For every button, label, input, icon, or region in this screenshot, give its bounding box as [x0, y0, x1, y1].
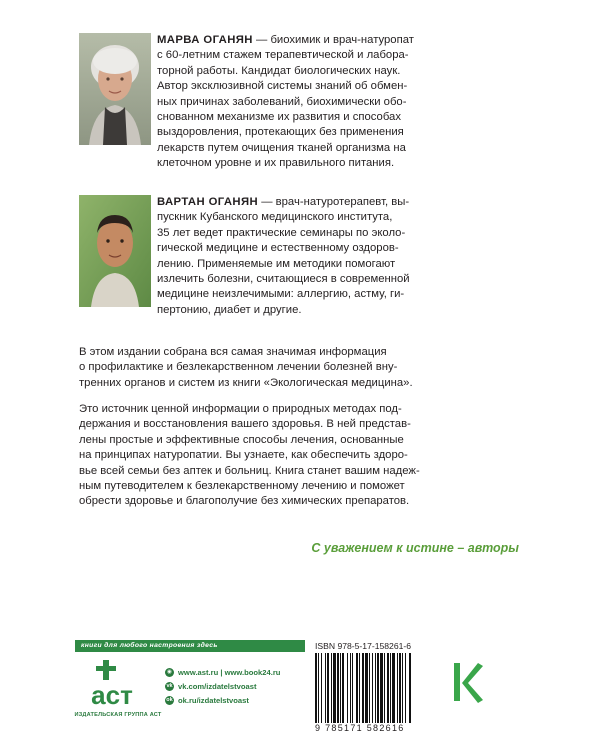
paragraph-line: В этом издании собрана вся самая значимая информация	[79, 346, 387, 358]
barcode-bar	[409, 653, 411, 723]
bio-line: — биохимик и врач-натуропат	[252, 34, 414, 46]
barcode-bar	[384, 653, 385, 723]
barcode-bar	[333, 653, 336, 723]
barcode-bar	[387, 653, 389, 723]
bio-line: лению. Применяемые им методики помогают	[157, 257, 396, 270]
link-text[interactable]: vk.com/izdatelstvoast	[178, 682, 257, 691]
link-text[interactable]: www.ast.ru | www.book24.ru	[178, 668, 281, 677]
ok-icon: ok	[166, 697, 173, 703]
vk-icon: vk	[166, 683, 173, 689]
barcode-bar	[350, 653, 351, 723]
author-block-marva	[79, 33, 519, 183]
barcode-bar	[397, 653, 398, 723]
bio-line: снованном механизме их развития и способах	[157, 111, 401, 124]
link-row-vk[interactable]	[165, 681, 280, 692]
bio-line: пертонию, диабет и другие.	[157, 303, 302, 316]
barcode-bar	[331, 653, 332, 723]
paragraph-line: Это источник ценной информации о природных методах под-	[79, 403, 402, 415]
barcode-bar	[372, 653, 373, 723]
barcode-digits: 9 785171 582616	[315, 723, 405, 733]
barcode-bar	[405, 653, 406, 723]
slogan-bar	[75, 640, 305, 652]
barcode-bar	[362, 653, 364, 723]
signature: С уважением к истине – авторы	[311, 541, 519, 555]
bio-line: лекарств путем очищения тканей организма на	[157, 141, 406, 154]
barcode-bar	[359, 653, 360, 723]
author-block-vartan	[79, 195, 519, 345]
bio-line: пускник Кубанского медицинского института,	[157, 211, 393, 224]
barcode-bar	[318, 653, 319, 723]
isbn: ISBN 978-5-17-158261-6	[315, 641, 412, 651]
bio-line: Автор эксклюзивной системы знаний об обмен-	[157, 80, 408, 93]
bio-line: выздоровления, протекающих без применения	[157, 126, 404, 139]
slogan-text: книги для любого настроения здесь	[81, 642, 218, 649]
author-bio-marva	[157, 33, 519, 172]
barcode-bar	[327, 653, 329, 723]
barcode	[315, 653, 439, 723]
barcode-bar	[321, 653, 322, 723]
bio-line: медицине неизлечимыми: аллергию, астму, ги-	[157, 288, 405, 301]
barcode-bar	[380, 653, 383, 723]
bio-line: клеточном уровне и их правильного питания.	[157, 157, 395, 170]
barcode-bar	[392, 653, 395, 723]
barcode-bar	[365, 653, 368, 723]
barcode-bar	[347, 653, 348, 723]
description-paragraph-1	[79, 345, 519, 391]
bio-line: ных причинах заболеваний, биохимически обо-	[157, 95, 407, 108]
bio-line: — врач-натуротерапевт, вы-	[258, 196, 410, 208]
paragraph-line: лены простые и эффективные способы лечения, основанные	[79, 433, 404, 446]
publisher-caption: ИЗДАТЕЛЬСКАЯ ГРУППА АСТ	[74, 712, 162, 718]
bio-line: с 60-летним стажем терапевтической и лабора-	[157, 49, 409, 62]
paragraph-line: о профилактике и безлекарственном лечении болезней вну-	[79, 361, 398, 374]
author-name: МАРВА ОГАНЯН	[157, 34, 253, 46]
barcode-bar	[325, 653, 326, 723]
paragraph-line: на принципах натуропатии. Вы узнаете, как обеспечить здоро-	[79, 449, 408, 462]
barcode-bar	[377, 653, 379, 723]
author-bio-vartan	[157, 195, 519, 318]
barcode-bar	[356, 653, 358, 723]
description-paragraph-2	[79, 402, 519, 510]
author-photo-vartan	[79, 195, 151, 307]
barcode-bar	[375, 653, 376, 723]
logo-cross-horizontal	[96, 666, 116, 671]
barcode-bar	[402, 653, 403, 723]
k-publisher-logo	[452, 661, 484, 703]
paragraph-line: вье всей семьи без аптек и больниц. Книга станет вашим надеж-	[79, 464, 420, 477]
barcode-bar	[369, 653, 370, 723]
bio-line: излечить болезни, считающиеся в современной	[157, 273, 410, 286]
link-text[interactable]: ok.ru/izdatelstvoast	[178, 696, 249, 705]
bio-line: 35 лет ведет практические семинары по эколо-	[157, 226, 406, 239]
bio-line: торной работы. Кандидат биологических наук.	[157, 64, 401, 77]
barcode-bar	[352, 653, 353, 723]
logo-text: аст	[91, 680, 133, 710]
barcode-bar	[390, 653, 391, 723]
paragraph-line: обрести здоровье и благополучие без химических препаратов.	[79, 495, 410, 508]
barcode-bar	[399, 653, 401, 723]
link-row-web[interactable]	[165, 667, 280, 678]
link-row-ok[interactable]	[165, 695, 280, 706]
globe-icon: ◉	[165, 668, 174, 677]
paragraph-line: ным путеводителем к безлекарственному лечению и поможет	[79, 480, 405, 493]
barcode-bar	[342, 653, 344, 723]
paragraph-line: тренних органов и систем из книги «Экологическая медицина».	[79, 376, 413, 389]
author-name: ВАРТАН ОГАНЯН	[157, 196, 259, 208]
paragraph-line: держания и восстановления вашего здоровья. В ней представ-	[79, 418, 411, 431]
barcode-bar	[337, 653, 339, 723]
barcode-bar	[315, 653, 317, 723]
bio-line: гической медицине и естественному оздоров-	[157, 242, 399, 255]
publisher-links	[165, 667, 280, 709]
barcode-bar	[340, 653, 341, 723]
author-photo-marva	[79, 33, 151, 145]
